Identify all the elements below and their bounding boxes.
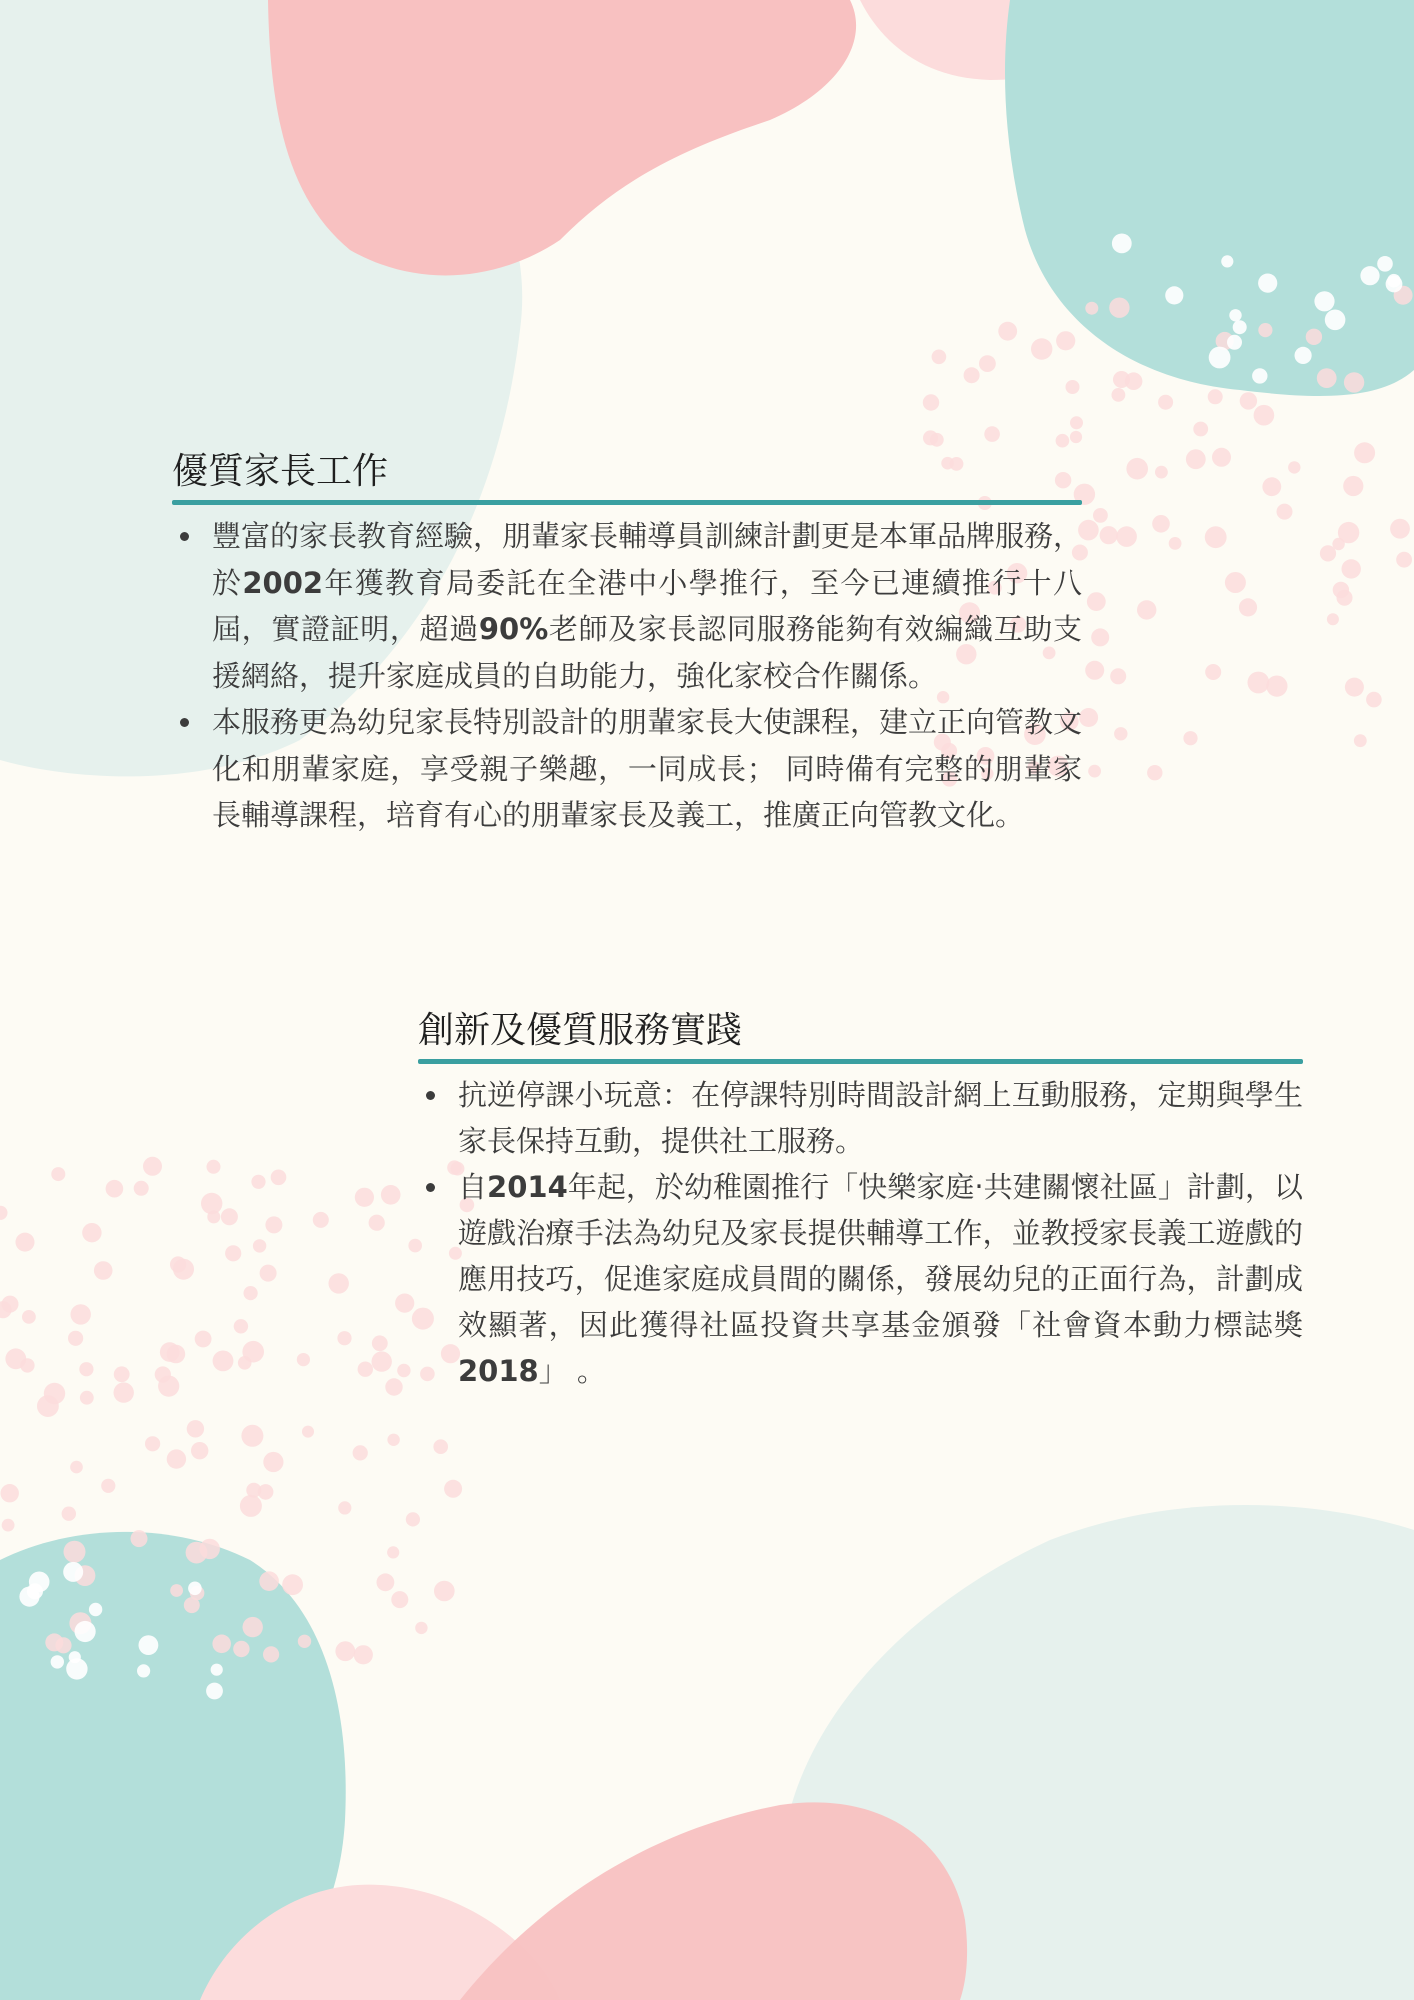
item-text: 本服務更為幼兒家長特別設計的朋輩家長大使課程，建立正向管教文化和朋輩家庭，享受親子樂趣，一同成長； 同時備有完整的朋輩家長輔導課程，培育有心的朋輩家長及義工，推廣正向管教文化。 (212, 705, 1083, 832)
decorative-dot (263, 1452, 283, 1472)
decorative-dot (139, 1635, 159, 1655)
decorative-dot (75, 1621, 96, 1642)
decorative-dot (22, 1310, 36, 1324)
decorative-dot (1306, 329, 1322, 345)
section-title: 創新及優質服務實踐 (418, 1010, 743, 1051)
bullet-icon (180, 718, 189, 727)
highlight-number: 2018 (458, 1354, 539, 1388)
decorative-dot (1186, 449, 1206, 469)
decorative-dot (242, 1341, 264, 1363)
decorative-dot (1227, 335, 1242, 350)
decorative-dot (195, 1331, 212, 1348)
bullet-icon (180, 532, 189, 541)
decorative-dot (335, 1641, 355, 1661)
decorative-dot (89, 1603, 102, 1616)
decorative-dot (137, 1664, 150, 1677)
decorative-dot (101, 1479, 115, 1493)
decorative-dot (1266, 676, 1287, 697)
decorative-dot (353, 1445, 368, 1460)
decorative-dot (1056, 331, 1075, 350)
decorative-dot (68, 1331, 83, 1346)
decorative-dot (377, 1573, 395, 1591)
decorative-dot (1277, 504, 1293, 520)
bullet-list (172, 513, 1082, 839)
decorative-dot (265, 1216, 282, 1233)
decorative-dot (372, 1351, 392, 1371)
decorative-dot (1, 1484, 19, 1502)
list-item (172, 699, 1082, 839)
decorative-dot (1239, 598, 1257, 616)
decorative-dot (44, 1383, 65, 1404)
decorative-dot (240, 1495, 262, 1517)
decorative-dot (244, 1286, 258, 1300)
decorative-dot (1248, 672, 1270, 694)
decorative-dot (221, 1208, 238, 1225)
section-innovation-service (418, 1007, 1303, 1394)
decorative-dot (1386, 276, 1403, 293)
decorative-dot (1205, 526, 1227, 548)
item-text: 抗逆停課小玩意：在停課特別時間設計網上互動服務，定期與學生家長保持互動，提供社工服務。 (458, 1078, 1303, 1158)
bullet-icon (426, 1091, 435, 1100)
decorative-dot (932, 350, 947, 365)
decorative-dot (114, 1366, 130, 1382)
list-item (418, 1164, 1303, 1394)
decorative-dot (173, 1259, 194, 1280)
decorative-dot (80, 1391, 94, 1405)
decorative-dot (355, 1188, 374, 1207)
decorative-dot (207, 1160, 221, 1174)
decorative-dot (1031, 338, 1052, 359)
decorative-dot (1093, 508, 1108, 523)
decorative-dot (387, 1546, 399, 1558)
decorative-dot (71, 1304, 91, 1324)
decorative-dot (1233, 320, 1247, 334)
item-text: 年起，於幼稚園推行「快樂家庭‧共建關懷社區」計劃，以遊戲治療手法為幼兒及家長提供輔導工作，並教授家長義工遊戲的應用技巧，促進家庭成員間的關係，發展幼兒的正面行為，計劃成效顯著，因此獲得社區投資共享基金頒發「社會資本動力標誌獎 (458, 1170, 1303, 1342)
decorative-dot (1314, 291, 1334, 311)
decorative-dot (51, 1167, 65, 1181)
decorative-dot (1137, 600, 1156, 619)
decorative-dot (51, 1655, 64, 1668)
decorative-dot (225, 1245, 241, 1261)
decorative-dot (253, 1239, 266, 1252)
decorative-dot (1114, 727, 1127, 740)
decorative-dot (1377, 256, 1393, 272)
decorative-dot (337, 1331, 351, 1345)
decorative-dot (1126, 458, 1148, 480)
decorative-dot (70, 1461, 83, 1474)
pink-blob-bottom (460, 1802, 967, 2000)
decorative-dot (282, 1574, 303, 1595)
decorative-dot (62, 1507, 76, 1521)
decorative-dot (213, 1351, 234, 1372)
decorative-dot (1360, 266, 1379, 285)
decorative-dot (1262, 477, 1281, 496)
decorative-dot (5, 1348, 26, 1369)
decorative-dot (1258, 323, 1272, 337)
decorative-dot (145, 1436, 160, 1451)
decorative-dot (1091, 628, 1109, 646)
decorative-dot (923, 430, 938, 445)
decorative-dot (1109, 298, 1129, 318)
decorative-dot (1327, 613, 1339, 625)
decorative-dot (338, 1501, 351, 1514)
decorative-dot (1366, 692, 1382, 708)
decorative-dot (433, 1439, 448, 1454)
decorative-dot (1344, 372, 1364, 392)
decorative-dot (64, 1541, 86, 1563)
decorative-dot (1390, 519, 1410, 539)
decorative-dot (1125, 372, 1143, 390)
decorative-dot (27, 1583, 43, 1599)
decorative-dot (186, 1542, 208, 1564)
item-text: 自 (458, 1170, 488, 1204)
decorative-dot (1112, 234, 1132, 254)
decorative-dot (158, 1376, 179, 1397)
decorative-dot (0, 1206, 8, 1220)
decorative-dot (372, 1335, 388, 1351)
decorative-dot (2, 1296, 19, 1313)
section-underline (172, 500, 1082, 505)
decorative-dot (297, 1353, 310, 1366)
pink-blob-top (268, 0, 856, 275)
decorative-dot (1158, 395, 1173, 410)
decorative-dot (358, 1362, 373, 1377)
decorative-dot (1070, 416, 1083, 429)
decorative-dot (1337, 590, 1353, 606)
decorative-dot (1396, 552, 1412, 568)
decorative-dot (79, 1362, 93, 1376)
decorative-dot (114, 1382, 134, 1402)
item-text: 豐富的家長教育經驗，朋輩家長輔導員訓練計劃更是本軍品牌服務，於 (212, 519, 1083, 600)
highlight-number: 2002 (242, 565, 324, 600)
decorative-dot (1087, 592, 1106, 611)
decorative-dot (258, 1484, 274, 1500)
decorative-dot (211, 1664, 223, 1676)
decorative-dot (160, 1342, 180, 1362)
decorative-dot (1152, 515, 1170, 533)
decorative-dot (1193, 422, 1208, 437)
decorative-dot (391, 1591, 408, 1608)
decorative-dot (234, 1319, 248, 1333)
decorative-dot (964, 367, 980, 383)
decorative-dot (1343, 476, 1363, 496)
decorative-dot (302, 1426, 314, 1438)
decorative-dot (143, 1157, 162, 1176)
decorative-dot (1240, 392, 1257, 409)
item-text: 老師及家長認同服務能夠有效編織互助支援網絡，提升家庭成員的自助能力，強化家校合作關係。 (212, 612, 1082, 693)
decorative-dot (415, 1622, 427, 1634)
decorative-dot (1085, 302, 1098, 315)
decorative-dot (1254, 405, 1275, 426)
decorative-dot (1212, 448, 1231, 467)
decorative-dot (131, 1530, 148, 1547)
decorative-dot (16, 1233, 35, 1252)
decorative-dot (1155, 466, 1168, 479)
decorative-dot (1100, 526, 1118, 544)
decorative-dot (1147, 765, 1162, 780)
decorative-dot (63, 1562, 83, 1582)
item-text: 年獲教育局委託在全港中小學推行，至今已連續推行十八屆，實證証明，超過 (212, 565, 1082, 646)
decorative-dot (998, 322, 1017, 341)
decorative-dot (1165, 286, 1183, 304)
decorative-dot (1295, 347, 1312, 364)
decorative-dot (434, 1581, 455, 1602)
decorative-dot (134, 1181, 149, 1196)
decorative-dot (444, 1480, 462, 1498)
decorative-dot (69, 1651, 81, 1663)
decorative-dot (271, 1170, 287, 1186)
decorative-dot (1221, 255, 1233, 267)
decorative-dot (241, 1425, 263, 1447)
decorative-dot (106, 1180, 124, 1198)
decorative-dot (979, 355, 996, 372)
decorative-dot (984, 426, 1000, 442)
decorative-dot (1088, 765, 1101, 778)
decorative-dot (94, 1261, 113, 1280)
decorative-dot (167, 1449, 186, 1468)
decorative-dot (1169, 537, 1182, 550)
decorative-dot (1258, 274, 1277, 293)
decorative-dot (1342, 559, 1361, 578)
decorative-dot (1116, 526, 1137, 547)
decorative-dot (385, 1378, 402, 1395)
item-text: 」 。 (538, 1354, 606, 1388)
decorative-dot (1252, 368, 1267, 383)
decorative-dot (243, 1617, 263, 1637)
decorative-dot (1354, 442, 1375, 463)
decorative-dot (260, 1265, 277, 1282)
decorative-dot (1066, 380, 1080, 394)
decorative-dot (212, 1635, 231, 1654)
decorative-dot (259, 1571, 279, 1591)
decorative-dot (1325, 310, 1346, 331)
decorative-dot (206, 1683, 223, 1700)
decorative-dot (298, 1635, 311, 1648)
decorative-dot (369, 1215, 385, 1231)
highlight-number: 90% (478, 612, 549, 646)
decorative-dot (191, 1442, 208, 1459)
decorative-dot (1208, 389, 1223, 404)
decorative-dot (329, 1273, 349, 1293)
decorative-dot (1229, 309, 1241, 321)
decorative-dot (923, 394, 939, 410)
decorative-dot (1056, 434, 1070, 448)
decorative-dot (170, 1584, 183, 1597)
decorative-dot (45, 1633, 63, 1651)
section-underline (418, 1059, 1303, 1064)
list-item (172, 513, 1082, 699)
decorative-dot (381, 1185, 401, 1205)
decorative-dot (207, 1210, 220, 1223)
decorative-dot (1183, 731, 1197, 745)
decorative-dot (1225, 572, 1246, 593)
decorative-dot (233, 1641, 249, 1657)
decorative-dot (313, 1212, 329, 1228)
highlight-number: 2014 (487, 1170, 568, 1204)
decorative-dot (1332, 538, 1344, 550)
bullet-list (418, 1072, 1303, 1394)
decorative-dot (1110, 668, 1126, 684)
decorative-dot (251, 1175, 265, 1189)
decorative-dot (1288, 461, 1300, 473)
decorative-dot (397, 1364, 410, 1377)
decorative-dot (1345, 678, 1364, 697)
decorative-dot (1205, 664, 1221, 680)
decorative-dot (1070, 431, 1082, 443)
section-quality-parent-work (172, 448, 1082, 839)
section-title: 優質家長工作 (172, 451, 389, 492)
decorative-dot (263, 1646, 279, 1662)
decorative-dot (1354, 734, 1367, 747)
decorative-dot (387, 1434, 399, 1446)
decorative-dot (1209, 347, 1231, 369)
bullet-icon (426, 1183, 435, 1192)
decorative-dot (187, 1420, 204, 1437)
list-item (418, 1072, 1303, 1164)
decorative-dot (188, 1582, 202, 1596)
decorative-dot (354, 1645, 373, 1664)
decorative-dot (406, 1512, 420, 1526)
decorative-dot (395, 1294, 414, 1313)
decorative-dot (1112, 388, 1126, 402)
decorative-dot (1085, 661, 1104, 680)
decorative-dot (82, 1223, 101, 1242)
decorative-dot (2, 1519, 15, 1532)
decorative-dot (1317, 368, 1337, 388)
